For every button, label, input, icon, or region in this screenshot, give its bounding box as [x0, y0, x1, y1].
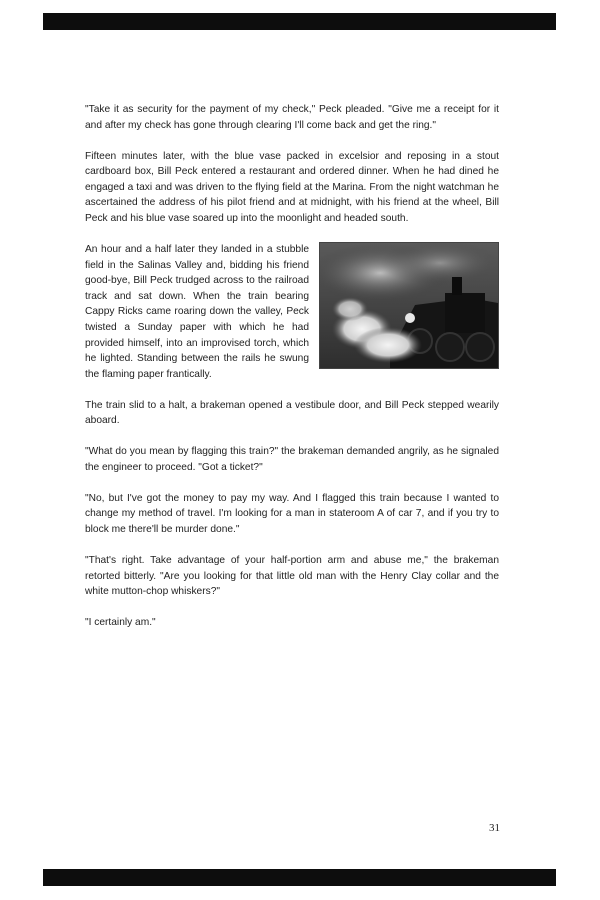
bottom-border-bar — [43, 869, 556, 886]
page-number: 31 — [489, 822, 500, 834]
paragraph-8: "I certainly am." — [85, 617, 156, 629]
page-body — [85, 102, 499, 646]
paragraph-6: "No, but I've got the money to pay my way. And I flagged this train because I wanted to change my method of travel. I'm looking for a man in stateroom A of car 7, and if you try to block me there'll be murder done." — [85, 492, 499, 536]
paragraph-1: "Take it as security for the payment of my check," Peck pleaded. "Give me a receipt for it and after my check has gone through clearing I'll come back and get the ring." — [85, 104, 499, 131]
paragraph-3: An hour and a half later they landed in a stubble field in the Salinas Valley and, bidding his friend good-bye, Bill Peck trudged across to the railroad track and sat down. When the train bearing Cappy Ricks came roaring down the valley, Peck twisted a Sunday paper with which he had provided himself, into an improvised torch, which he lighted. Standing between the rails he swung the flaming paper frantically. — [85, 243, 309, 380]
paragraph-2: Fifteen minutes later, with the blue vase packed in excelsior and reposing in a stout cardboard box, Bill Peck entered a restaurant and ordered dinner. When he had dined he engaged a taxi and was driven to the flying field at the Marina. From the night watchman he ascertained the address of his pilot friend and at midnight, with his friend at the wheel, Bill Peck and his blue vase soared up into the moonlight and headed south. — [85, 150, 499, 224]
top-border-bar — [43, 13, 556, 30]
paragraph-7: "That's right. Take advantage of your half-portion arm and abuse me," the brakeman retorted bitterly. "Are you looking for that little old man with the Henry Clay collar and the white mutton-chop whiskers?" — [85, 555, 499, 598]
paragraph-5: "What do you mean by flagging this train?" the brakeman demanded angrily, as he signaled the engineer to proceed. "Got a ticket?" — [85, 446, 499, 473]
steam-locomotive-illustration — [319, 242, 499, 369]
paragraph-4: The train slid to a halt, a brakeman opened a vestibule door, and Bill Peck stepped wearily aboard. — [85, 399, 499, 427]
